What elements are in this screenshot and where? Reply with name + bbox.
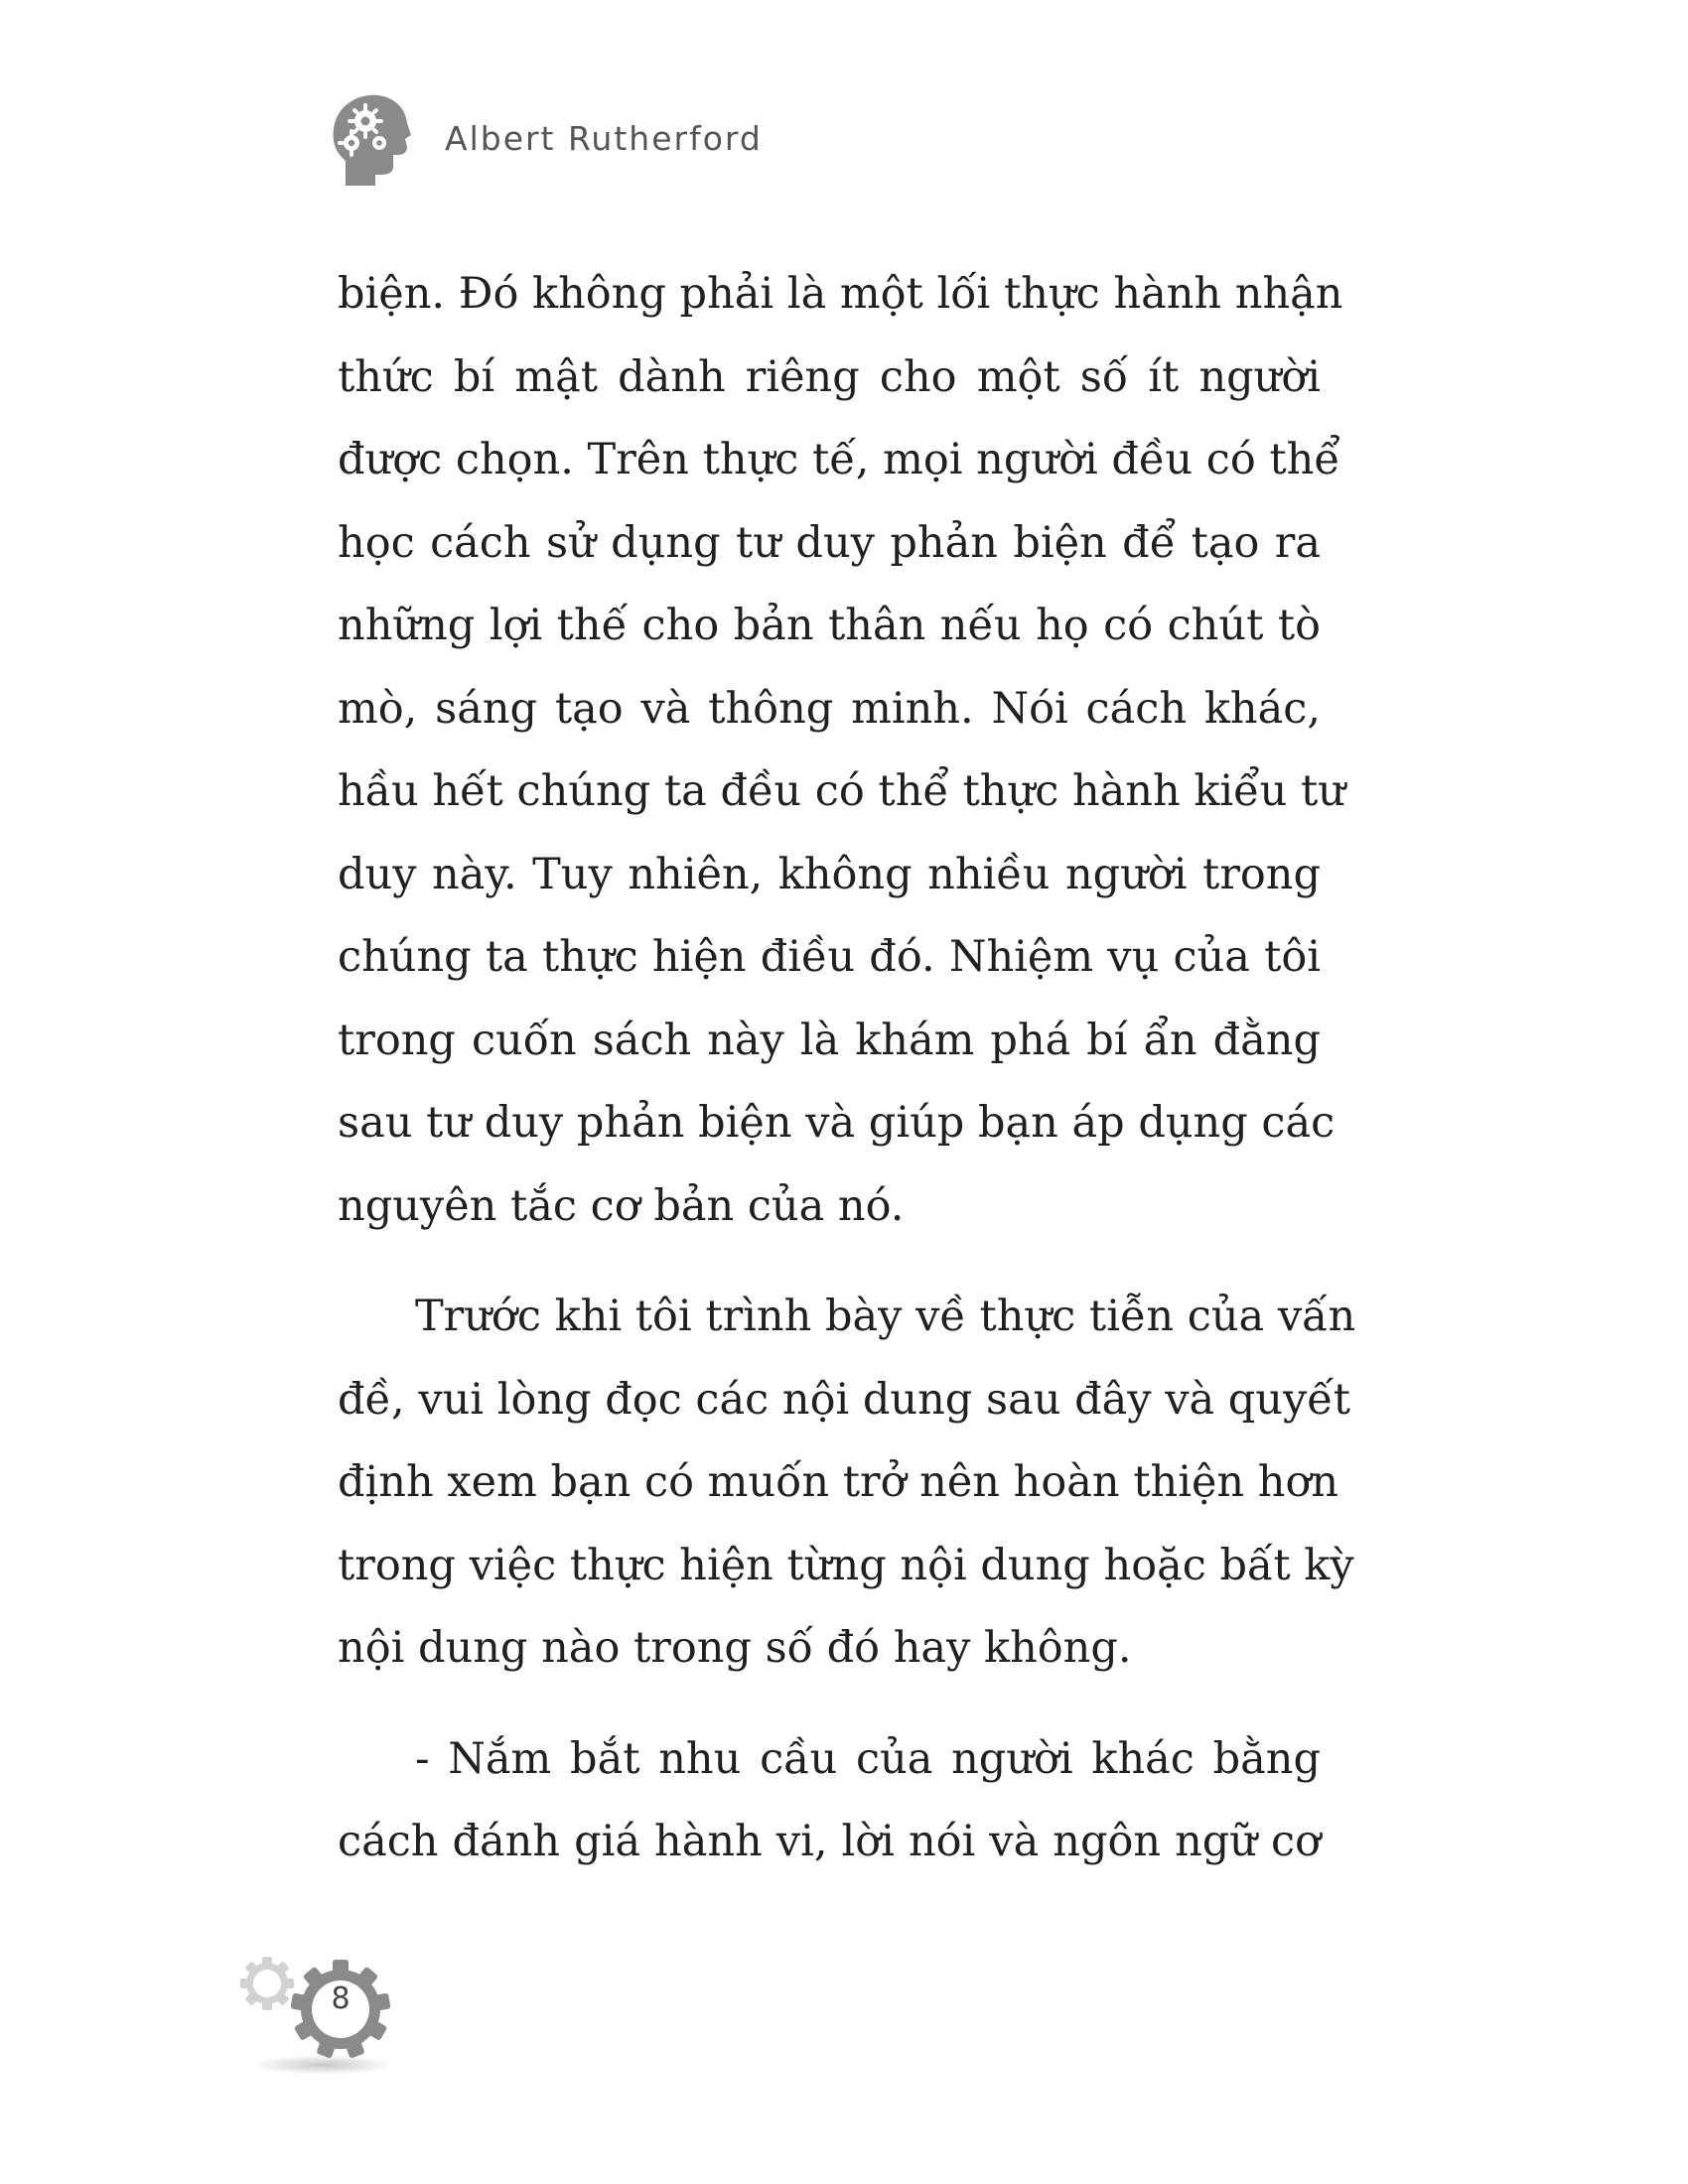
page-number: 8: [331, 1981, 351, 2016]
text-line: chúng ta thực hiện điều đó. Nhiệm vụ của tôi: [338, 932, 1321, 982]
gears-icon: [233, 1944, 402, 2083]
text-line: những lợi thế cho bản thân nếu họ có chút tò: [338, 601, 1321, 650]
text-line: được chọn. Trên thực tế, mọi người đều có thể: [338, 435, 1340, 484]
body-text: [338, 253, 1356, 1884]
text-line: hầu hết chúng ta đều có thể thực hành kiểu tư: [338, 766, 1345, 816]
text-line: thức bí mật dành riêng cho một số ít người: [338, 351, 1321, 402]
text-line: nội dung nào trong số đó hay không.: [338, 1623, 1132, 1673]
text-line: - Nắm bắt nhu cầu của người khác bằng: [415, 1733, 1321, 1784]
text-line: trong việc thực hiện từng nội dung hoặc bất kỳ: [338, 1540, 1354, 1590]
text-line: trong cuốn sách này là khám phá bí ẩn đằng: [338, 1015, 1321, 1065]
text-line: học cách sử dụng tư duy phản biện để tạo ra: [338, 517, 1321, 568]
text-line: cách đánh giá hành vi, lời nói và ngôn ngữ cơ: [338, 1817, 1321, 1866]
text-line: mò, sáng tạo và thông minh. Nói cách khác,: [338, 683, 1321, 734]
text-line: biện. Đó không phải là một lối thực hành nhận: [338, 269, 1343, 319]
running-header: [328, 91, 1321, 191]
page-number-badge: [233, 1944, 402, 2083]
text-line: sau tư duy phản biện và giúp bạn áp dụng các: [338, 1098, 1336, 1148]
paragraph: [338, 253, 1345, 1248]
text-line: nguyên tắc cơ bản của nó.: [338, 1180, 905, 1231]
paragraph: [338, 1718, 1321, 1884]
head-gears-icon: [328, 91, 417, 191]
text-line: Trước khi tôi trình bày về thực tiễn của vấn: [415, 1292, 1356, 1341]
running-header-author: Albert Rutherford: [445, 119, 763, 158]
paragraph: [338, 1276, 1356, 1691]
text-line: định xem bạn có muốn trở nên hoàn thiện hơn: [338, 1457, 1339, 1507]
text-line: đề, vui lòng đọc các nội dung sau đây và quyết: [338, 1374, 1351, 1425]
text-line: duy này. Tuy nhiên, không nhiều người trong: [338, 849, 1321, 899]
